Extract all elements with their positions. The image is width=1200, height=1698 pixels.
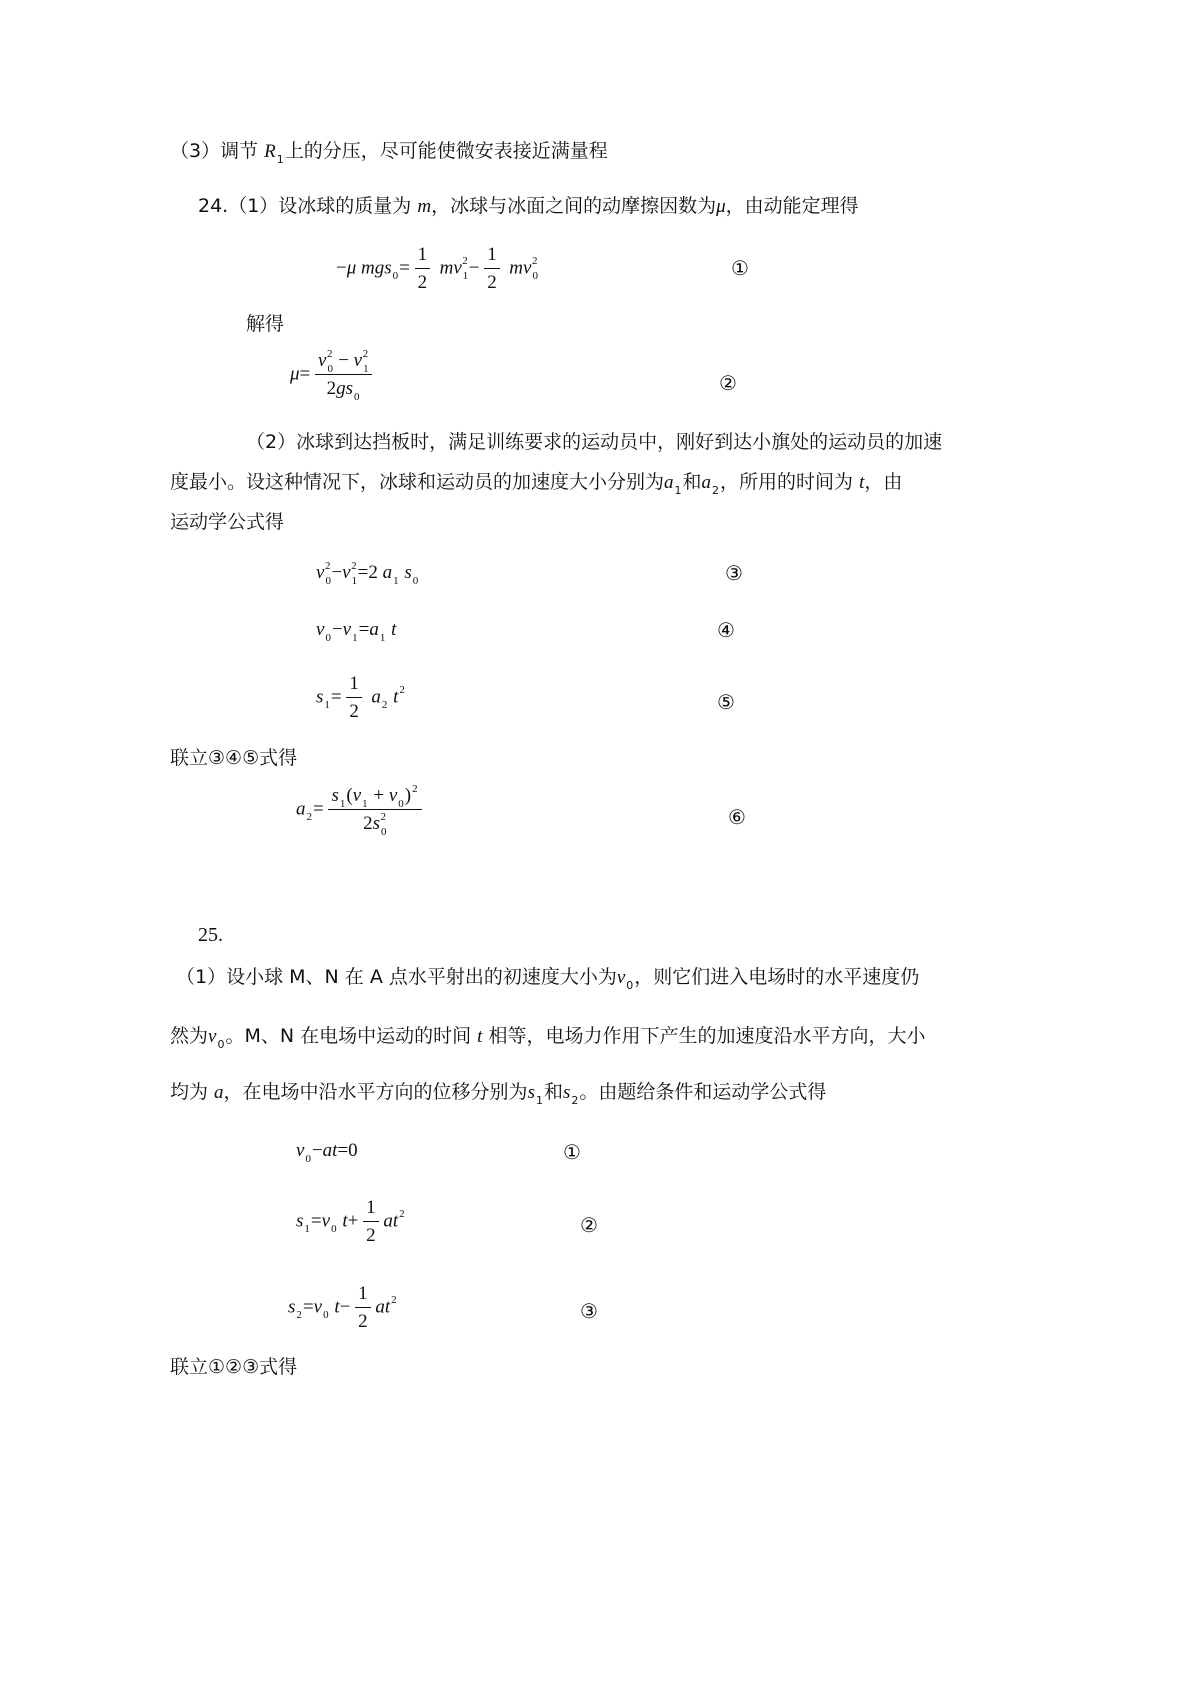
equation-3: $v_0^2-v_1^2=2$ $a_1$ $s_0$	[316, 560, 419, 587]
combine-123: 联立①②③式得	[170, 1356, 298, 1378]
combine-345: 联立③④⑤式得	[170, 747, 298, 769]
jiede-label: 解得	[246, 313, 285, 335]
equation-marker-5: ⑤	[717, 690, 735, 714]
equation-marker-3: ③	[725, 561, 743, 585]
q25-part1-line3: 均为 a，在电场中沿水平方向的位移分别为$s_1$和$s_2$。由题给条件和运动学公式得	[170, 1081, 827, 1107]
equation-1: −μ mgs$_0$= $\frac{1}{2}$ $mv_1^2-$ $\frac{1}{2}$ $mv_0^2$	[336, 244, 538, 293]
q24-part2-line2: 度最小。设这种情况下，冰球和运动员的加速度大小分别为$a_1$和$a_2$，所用的时间为 t，由	[170, 471, 903, 497]
q25-part1-line1: （1）设小球 M、N 在 A 点水平射出的初速度大小为$v_0$，则它们进入电场时的水平速度仍	[176, 966, 920, 992]
equation-5: $s_1=$ $\frac{1}{2}$ $a_2$ $t^2$	[316, 673, 405, 722]
equation-marker-25-1: ①	[563, 1140, 581, 1164]
equation-4: $v_0-v_1=a_1$ t	[316, 619, 397, 644]
equation-marker-2: ②	[719, 371, 737, 395]
equation-2: μ= $\frac{v_0^2 - v_1^2}{2gs_0}$	[290, 350, 372, 400]
equation-marker-4: ④	[717, 618, 735, 642]
q24-part2-line1: （2）冰球到达挡板时，满足训练要求的运动员中，刚好到达小旗处的运动员的加速	[246, 431, 943, 453]
equation-25-2: $s_1=v_0$ t+ $\frac{1}{2}$ $at^2$	[296, 1197, 405, 1246]
q24-part1-text: 24.（1）设冰球的质量为 m，冰球与冰面之间的动摩擦因数为μ，由动能定理得	[198, 195, 859, 217]
equation-marker-1: ①	[731, 256, 749, 280]
equation-25-1: $v_0-at=0$	[296, 1140, 358, 1165]
equation-marker-6: ⑥	[728, 805, 746, 829]
q25-part1-line2: 然为$v_0$。M、N 在电场中运动的时间 t 相等，电场力作用下产生的加速度沿水平方向，大小	[170, 1025, 926, 1051]
q25-number: 25.	[198, 924, 223, 946]
equation-6: $a_2=$ $\frac{s_1(v_1 + v_0)^2}{2s_0^2}$	[296, 785, 422, 835]
equation-marker-25-3: ③	[580, 1299, 598, 1323]
equation-marker-25-2: ②	[580, 1213, 598, 1237]
q24-part2-line3: 运动学公式得	[170, 511, 285, 533]
paragraph-3: （3）调节 $R_1$上的分压，尽可能使微安表接近满量程	[170, 140, 608, 166]
equation-25-3: $s_2=v_0$ t− $\frac{1}{2}$ $at^2$	[288, 1283, 397, 1332]
